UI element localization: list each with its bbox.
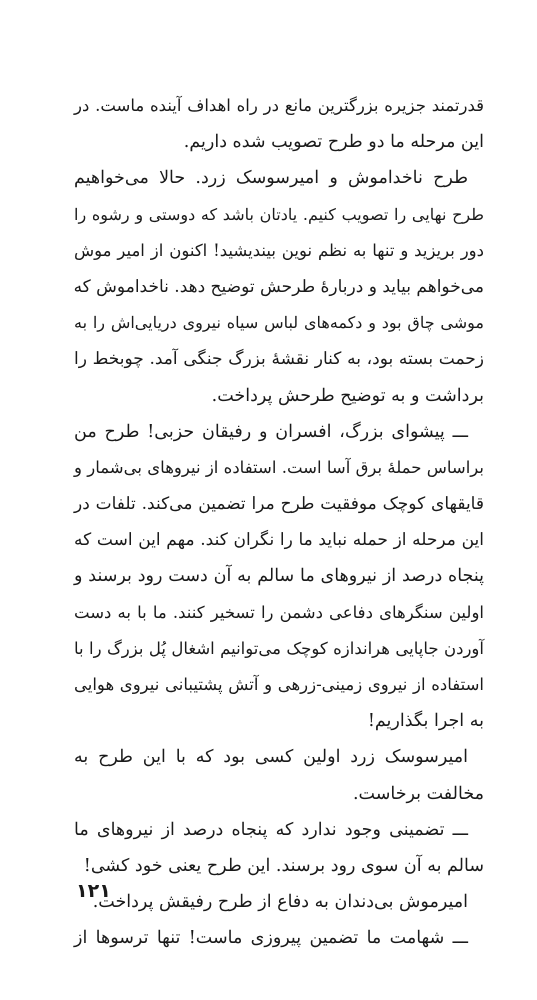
text-line: براساس حملهٔ برق آسا است. استفاده از نیروهای بی‌شمار و: [74, 457, 484, 477]
text-line: زحمت بسته بود، به کنار نقشهٔ بزرگ جنگی آمد. چوبخط را: [74, 349, 484, 370]
text-line: قدرتمند جزیره بزرگترین مانع در راه اهداف آینده ماست. در: [74, 96, 484, 115]
text-line: آوردن جاپایی هراندازه کوچک می‌توانیم اشغال پُل بزرگ را با: [74, 638, 484, 658]
text-line: سالم به آن سوی رود برسند. این طرح یعنی خود کشی!: [83, 855, 484, 876]
text-line: این مرحله ما دو طرح تصویب شده داریم.: [183, 132, 484, 153]
text-line: امیرموش بی‌دندان به دفاع از طرح رفیقش پرداخت.: [92, 892, 468, 913]
text-line: می‌خواهم بیاید و دربارهٔ طرحش توضیح دهد. ناخداموش که: [73, 276, 484, 297]
text-line: ـــ تضمینی وجود ندارد که پنجاه درصد از نیروهای ما: [74, 819, 468, 840]
text-line: ـــ شهامت ما تضمین پیروزی ماست! تنها ترسوها از: [74, 928, 468, 949]
text-line: پنجاه درصد از نیروهای ما سالم به آن دست رود برسند و: [74, 566, 484, 587]
text-line: ـــ پیشوای بزرگ، افسران و رفیقان حزبی! طرح من: [74, 421, 468, 442]
text-line: مخالفت برخاست.: [352, 783, 484, 804]
text-line: اولین سنگرهای دفاعی دشمن را تسخیر کنند. ما با به دست: [74, 602, 484, 622]
text-line: این مرحله از حمله نباید ما را نگران کند. مهم این است که: [74, 530, 484, 551]
text-line: قایقهای کوچک موفقیت طرح مرا تضمین می‌کند. تلفات در: [74, 494, 484, 515]
text-line: امیرسوسک زرد اولین کسی بود که با این طرح به: [74, 747, 468, 768]
text-line: طرح ناخداموش و امیرسوسک زرد. حالا می‌خواهیم: [74, 168, 468, 189]
text-line: برداشت و به توضیح طرحش پرداخت.: [211, 385, 484, 406]
page-number: ۱۲۱: [76, 880, 111, 902]
text-line: دور بریزید و تنها به نظم نوین بیندیشید! اکنون از امیر موش: [74, 240, 484, 260]
body-text: [74, 88, 484, 957]
text-line: طرح نهایی را تصویب کنیم. یادتان باشد که دوستی و رشوه را: [74, 204, 484, 224]
text-line: موشی چاق بود و دکمه‌های لباس سیاه نیروی دریایی‌اش را به: [74, 313, 484, 333]
text-line: استفاده از نیروی زمینی-زرهی و آتش پشتیبانی نیروی هوایی: [74, 675, 484, 694]
text-line: به اجرا بگذاریم!: [367, 711, 484, 732]
